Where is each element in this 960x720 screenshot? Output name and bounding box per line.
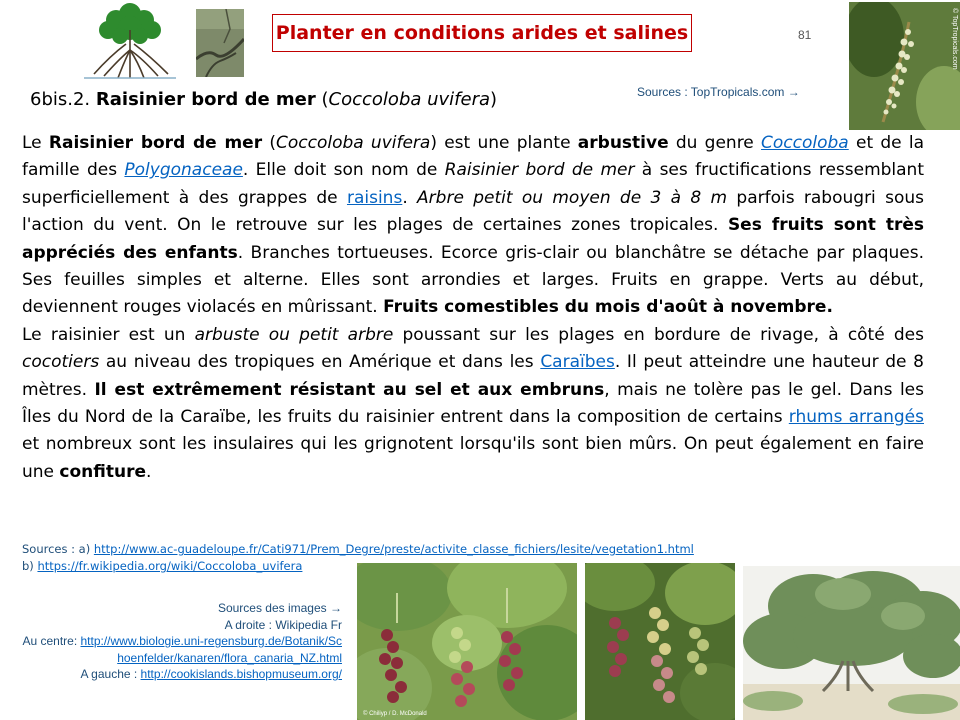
- source-a: [22, 541, 694, 558]
- section-latin-name: Coccoloba uvifera: [328, 89, 491, 110]
- source-a-label: Sources : a): [22, 542, 94, 556]
- link-raisins[interactable]: raisins: [346, 187, 403, 208]
- paragraph-1: [22, 130, 924, 322]
- italic-text: cocotiers: [22, 352, 100, 373]
- text: ) est une plante: [430, 133, 578, 153]
- main-text: [22, 130, 924, 486]
- grape-clusters-leaves-photo: [357, 563, 577, 720]
- italic-text: Raisinier bord de mer: [444, 160, 635, 181]
- image-sources-heading: Sources des images →: [217, 601, 342, 615]
- link-coccoloba[interactable]: Coccoloba: [761, 133, 849, 153]
- cracked-soil-photo: [196, 9, 244, 77]
- bold-text: Raisinier bord de mer: [48, 133, 263, 153]
- page-number: 81: [798, 28, 812, 42]
- text: Le raisinier est un: [22, 324, 195, 345]
- image-source-center: [18, 633, 342, 666]
- latin-close: ): [490, 89, 498, 110]
- sea-grape-tree-beach-photo: [743, 566, 960, 720]
- text: poussant sur les plages en bordure de rivage, à côté des: [393, 324, 924, 345]
- text: . Branches tortueuses. Ecorce gris-clair ou blanchâtre se détache par plaques. Ses feuilles simples et alterne. Elles sont arrondies et larges. Fruits en grappe. Verts au début, deviennent rouges violacés en mûrissant.: [22, 242, 925, 318]
- page-title: Planter en conditions arides et salines: [272, 14, 692, 52]
- image-source-center-link[interactable]: http://www.biologie.uni-regensburg.de/Botanik/Schoenfelder/kanaren/flora_canaria_NZ.html: [80, 634, 342, 665]
- text: Le: [22, 133, 49, 153]
- link-rhums-arranges[interactable]: rhums arrangés: [788, 407, 924, 428]
- text: et de la famille des: [22, 133, 924, 181]
- text: . Il peut atteindre une hauteur de 8 mètres.: [22, 352, 925, 400]
- image-source-left: [18, 666, 342, 683]
- bold-text: Il est extrêmement résistant au sel et aux embruns: [94, 379, 605, 400]
- image-source-left-link[interactable]: http://cookislands.bishopmuseum.org/: [140, 667, 342, 681]
- section-name: Raisinier bord de mer: [95, 89, 316, 110]
- mangrove-tree-illustration: [80, 0, 180, 80]
- text: et nombreux sont les insulaires qui les grignotent lorsqu'ils sont bien mûrs. On peut également en faire une: [22, 434, 924, 482]
- bold-text: confiture: [59, 461, 147, 482]
- italic-text: Arbre petit ou moyen de 3 à 8 m: [417, 187, 728, 208]
- watermark-center: © Chiliyp / D. McDonald: [363, 711, 427, 717]
- text: , mais ne tolère pas le gel. Dans les Îles du Nord de la Caraïbe, les fruits du raisinier entrent dans la composition de certains: [22, 379, 924, 428]
- italic-text: arbuste ou petit arbre: [194, 324, 394, 345]
- text: à ses fructifications ressemblant superficiellement à des grappes de: [22, 160, 925, 208]
- text: . Elle doit son nom de: [242, 160, 445, 181]
- image-source-left-label: A gauche :: [80, 667, 141, 681]
- latin-open: (: [321, 89, 329, 110]
- section-number: 6bis.2.: [30, 89, 91, 110]
- top-image-source: Sources : TopTropicals.com →: [637, 85, 800, 99]
- text: .: [146, 461, 152, 482]
- text: du genre: [668, 133, 762, 153]
- source-a-link[interactable]: http://www.ac-guadeloupe.fr/Cati971/Prem_Degre/preste/activite_classe_fichiers/lesite/vegetation1.html: [93, 542, 694, 556]
- coccoloba-flower-spike-photo: [849, 2, 960, 130]
- paragraph-2: [22, 322, 924, 486]
- bold-text: Fruits comestibles du mois d'août à novembre.: [383, 297, 833, 318]
- bold-text: arbustive: [577, 133, 669, 153]
- watermark-top: © TopTropicals.com: [951, 8, 958, 70]
- image-sources: [18, 600, 342, 683]
- link-polygonaceae[interactable]: Polygonaceae: [124, 160, 243, 181]
- image-source-right: A droite : Wikipedia Fr: [224, 617, 342, 632]
- image-source-center-label: Au centre:: [22, 634, 81, 648]
- text: au niveau des tropiques en Amérique et dans les: [99, 352, 541, 373]
- source-b-link[interactable]: https://fr.wikipedia.org/wiki/Coccoloba_uvifera: [37, 559, 303, 573]
- grape-clusters-closeup-photo: [585, 563, 735, 720]
- bold-text: Ses fruits sont très appréciés des enfants: [22, 215, 924, 263]
- link-caraibes[interactable]: Caraïbes: [540, 352, 615, 373]
- text: parfois rabougri sous l'action du vent. On le retrouve sur les plages de certaines zones tropicales.: [22, 187, 924, 236]
- section-heading: [30, 89, 497, 110]
- text: (: [262, 133, 276, 153]
- text: .: [402, 187, 418, 208]
- source-b-label: b): [22, 559, 38, 573]
- italic-text: Coccoloba uvifera: [275, 133, 431, 153]
